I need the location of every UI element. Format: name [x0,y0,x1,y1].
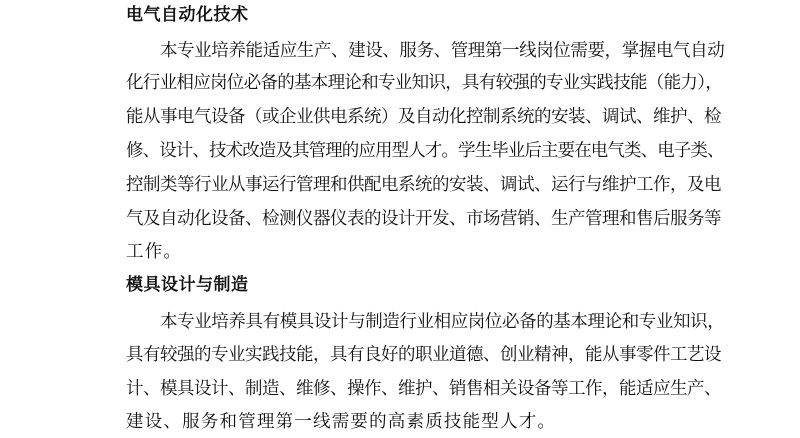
paragraph-line: 气及自动化设备、检测仪器仪表的设计开发、市场营销、生产管理和售后服务等 [126,209,721,229]
paragraph-line: 具有较强的专业实践技能，具有良好的职业道德、创业精神，能从事零件工艺设 [126,345,721,365]
paragraph-line: 建设、服务和管理第一线需要的高素质技能型人才。 [126,412,557,432]
section-title-mold-design: 模具设计与制造 [126,275,249,295]
paragraph-line: 计、模具设计、制造、维修、操作、维护、销售相关设备等工作，能适应生产、 [126,379,721,399]
paragraph-line: 工作。 [126,242,183,262]
paragraph-line: 化行业相应岗位必备的基本理论和专业知识，具有较强的专业实践技能（能力）， [126,73,723,93]
paragraph-line: 本专业培养能适应生产、建设、服务、管理第一线岗位需要，掌握电气自动 [160,41,725,61]
paragraph-line: 修、设计、技术改造及其管理的应用型人才。学生毕业后主要在电气类、电子类、 [126,141,724,161]
paragraph-line: 本专业培养具有模具设计与制造行业相应岗位必备的基本理论和专业知识， [160,312,725,332]
section-title-electrical-automation: 电气自动化技术 [126,5,249,25]
paragraph-line: 控制类等行业从事运行管理和供配电系统的安装、调试、运行与维护工作，及电 [126,175,721,195]
paragraph-line: 能从事电气设备（或企业供电系统）及自动化控制系统的安装、调试、维护、检 [126,107,721,127]
